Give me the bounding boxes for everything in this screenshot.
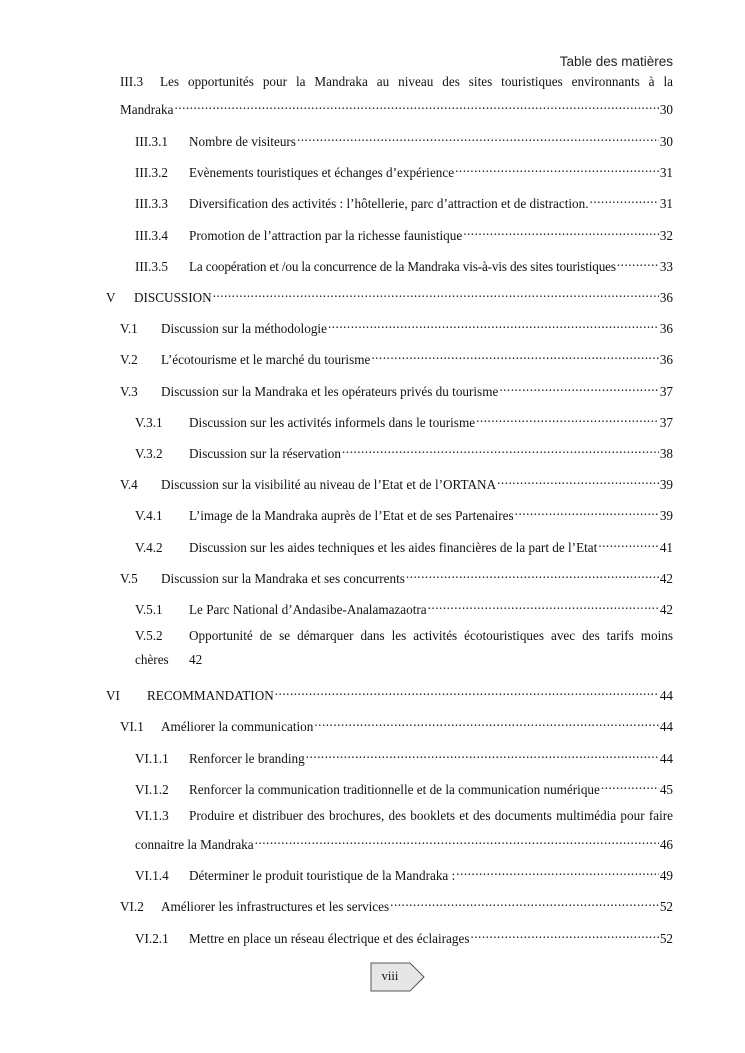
toc-number: VI.1.1 (135, 751, 169, 766)
toc-page-number: 39 (659, 477, 673, 492)
toc-entry-v-3[interactable] (120, 378, 673, 399)
toc-entry-v-1[interactable] (120, 315, 673, 336)
toc-number: VI.1.2 (135, 782, 169, 797)
toc-page-number: 41 (659, 540, 673, 555)
toc-entry-v-3-2[interactable] (135, 440, 673, 461)
page-number-tag (370, 962, 426, 992)
toc-number: III.3.1 (135, 134, 168, 149)
toc-title: DISCUSSION (134, 290, 212, 305)
toc-title: Les opportunités pour la Mandraka au niveau des sites touristiques environnants à la (160, 74, 673, 89)
toc-number: III.3 (120, 74, 144, 89)
toc-page-number: 37 (659, 384, 673, 399)
toc-title: chères (135, 652, 169, 667)
toc-entry-iii-3-1[interactable] (135, 128, 673, 149)
dot-leader (274, 682, 659, 700)
toc-title: Renforcer le branding (189, 751, 305, 766)
toc-title: La coopération et /ou la concurrence de la Mandraka vis-à-vis des sites touristiques (189, 259, 616, 274)
toc-title: Diversification des activités : l’hôtellerie, parc d’attraction et de distraction. (189, 196, 589, 211)
toc-entry-iii-3-3[interactable] (135, 190, 673, 211)
toc-page-number: 44 (659, 719, 673, 734)
toc-title: Discussion sur la Mandraka et les opérateurs privés du tourisme (161, 384, 499, 399)
toc-number: III.3.3 (135, 196, 168, 211)
toc-title: Promotion de l’attraction par la richesse faunistique (189, 228, 463, 243)
toc-title: L’image de la Mandraka auprès de l’Etat et de ses Partenaires (189, 508, 514, 523)
toc-page-number: 31 (659, 196, 673, 211)
dot-leader (254, 831, 659, 849)
dot-leader (475, 409, 659, 427)
toc-title: Mettre en place un réseau électrique et des éclairages (189, 931, 470, 946)
toc-title: RECOMMANDATION (147, 688, 274, 703)
dot-leader (514, 502, 659, 520)
toc-number: V.5.1 (135, 602, 163, 617)
toc-title: Renforcer la communication traditionnelle et de la communication numérique (189, 782, 600, 797)
dot-leader (597, 534, 659, 552)
toc-entry-vi-1-2[interactable] (135, 776, 673, 797)
running-header: Table des matières (559, 54, 673, 69)
dot-leader (305, 745, 659, 763)
dot-leader (455, 862, 659, 880)
toc-entry-v-2[interactable] (120, 346, 673, 367)
toc-number: V.1 (120, 321, 138, 336)
dot-leader (496, 471, 659, 489)
toc-page-number: 46 (659, 837, 673, 852)
dot-leader (389, 893, 659, 911)
toc-number: V.4.2 (135, 540, 163, 555)
toc-number: V.5 (120, 571, 138, 586)
toc-number: V.3 (120, 384, 138, 399)
toc-entry-iii-3-5[interactable] (135, 253, 673, 274)
dot-leader (313, 713, 658, 731)
toc-number: VI (106, 688, 120, 703)
toc-entry-iii-3-2[interactable] (135, 159, 673, 180)
toc-page-number: 42 (189, 652, 203, 667)
dot-leader (616, 253, 659, 271)
toc-number: V (106, 290, 116, 305)
toc-title: Nombre de visiteurs (189, 134, 296, 149)
toc-page-number: 38 (659, 446, 673, 461)
dot-leader (600, 776, 659, 794)
toc-number: VI.1.4 (135, 868, 169, 883)
dot-leader (327, 315, 659, 333)
toc-title: Produire et distribuer des brochures, des booklets et des documents multimédia pour faire (189, 808, 673, 823)
dot-leader (462, 222, 659, 240)
toc-number: VI.1.3 (135, 808, 169, 823)
toc-entry-v-4[interactable] (120, 471, 673, 492)
toc-entry-v-4-1[interactable] (135, 502, 673, 523)
toc-title: connaitre la Mandraka (135, 837, 254, 852)
toc-title: Discussion sur les activités informels dans le tourisme (189, 415, 476, 430)
toc-number: V.5.2 (135, 628, 163, 643)
toc-entry-v-5[interactable] (120, 565, 673, 586)
toc-number: V.4.1 (135, 508, 163, 523)
toc-number: V.2 (120, 352, 138, 367)
toc-page-number: 42 (659, 571, 673, 586)
toc-number: V.3.1 (135, 415, 163, 430)
toc-page-number: 42 (659, 602, 673, 617)
toc-entry-iii-3-line2[interactable] (120, 96, 673, 117)
toc-entry-vi-2[interactable] (120, 893, 673, 914)
toc-entry-v[interactable] (106, 284, 673, 305)
dot-leader (469, 925, 658, 943)
toc-number: VI.1 (120, 719, 144, 734)
toc-page-number: 39 (659, 508, 673, 523)
toc-page-number: 30 (659, 102, 673, 117)
toc-title: Discussion sur la réservation (189, 446, 341, 461)
toc-number: III.3.4 (135, 228, 168, 243)
toc-entry-v-5-1[interactable] (135, 596, 673, 617)
dot-leader (405, 565, 659, 583)
toc-entry-vi[interactable] (106, 682, 673, 703)
toc-entry-iii-3-line1[interactable] (120, 73, 673, 91)
toc-title: Opportunité de se démarquer dans les activités écotouristiques avec des tarifs moins (189, 628, 673, 643)
toc-title: Discussion sur la visibilité au niveau de l’Etat et de l’ORTANA (161, 477, 497, 492)
dot-leader (341, 440, 659, 458)
page-number: viii (381, 969, 399, 983)
toc-page-number: 44 (659, 688, 673, 703)
toc-title: Améliorer les infrastructures et les services (161, 899, 390, 914)
toc-title: Mandraka (120, 102, 174, 117)
toc-page-number: 52 (659, 899, 673, 914)
toc-page-number: 52 (659, 931, 673, 946)
toc-page-number: 32 (659, 228, 673, 243)
toc-entry-vi-1-1[interactable] (135, 745, 673, 766)
toc-entry-vi-1[interactable] (120, 713, 673, 734)
dot-leader (589, 190, 659, 208)
toc-entry-v-4-2[interactable] (135, 534, 673, 555)
toc-page-number: 44 (659, 751, 673, 766)
toc-entry-vi-2-1[interactable] (135, 925, 673, 946)
toc-number: V.4 (120, 477, 138, 492)
toc-entry-vi-1-4[interactable] (135, 862, 673, 883)
toc-title: Le Parc National d’Andasibe-Analamazaotra (189, 602, 427, 617)
dot-leader (173, 96, 658, 114)
dot-leader (370, 346, 658, 364)
dot-leader (427, 596, 659, 614)
toc-entry-vi-1-3-line2[interactable] (135, 831, 673, 852)
dot-leader (212, 284, 659, 302)
toc-page-number: 33 (659, 259, 673, 274)
toc-page-number: 36 (659, 321, 673, 336)
toc-title: Discussion sur la méthodologie (161, 321, 327, 336)
toc-title: Améliorer la communication (161, 719, 314, 734)
toc-title: Evènements touristiques et échanges d’expérience (189, 165, 455, 180)
toc-page-number: 30 (659, 134, 673, 149)
dot-leader (454, 159, 659, 177)
toc-number: III.3.5 (135, 259, 168, 274)
dot-leader (296, 128, 659, 146)
toc-number: VI.2 (120, 899, 144, 914)
toc-page-number: 37 (659, 415, 673, 430)
toc-title: L’écotourisme et le marché du tourisme (161, 352, 371, 367)
toc-entry-vi-1-3-line1[interactable] (135, 807, 673, 825)
toc-title: Déterminer le produit touristique de la Mandraka : (189, 868, 456, 883)
toc-page-number: 31 (659, 165, 673, 180)
toc-title: Discussion sur les aides techniques et les aides financières de la part de l’Etat (189, 540, 598, 555)
toc-number: V.3.2 (135, 446, 163, 461)
toc-entry-v-5-2-line2[interactable] (135, 651, 202, 669)
toc-title: Discussion sur la Mandraka et ses concurrents (161, 571, 405, 586)
toc-page-number: 49 (659, 868, 673, 883)
toc-page-number: 36 (659, 352, 673, 367)
toc-page-number: 36 (659, 290, 673, 305)
toc-page-number: 45 (659, 782, 673, 797)
toc-number: III.3.2 (135, 165, 168, 180)
toc-entry-v-5-2-line1[interactable] (135, 627, 673, 645)
dot-leader (498, 378, 659, 396)
toc-entry-iii-3-4[interactable] (135, 222, 673, 243)
toc-entry-v-3-1[interactable] (135, 409, 673, 430)
toc-number: VI.2.1 (135, 931, 169, 946)
